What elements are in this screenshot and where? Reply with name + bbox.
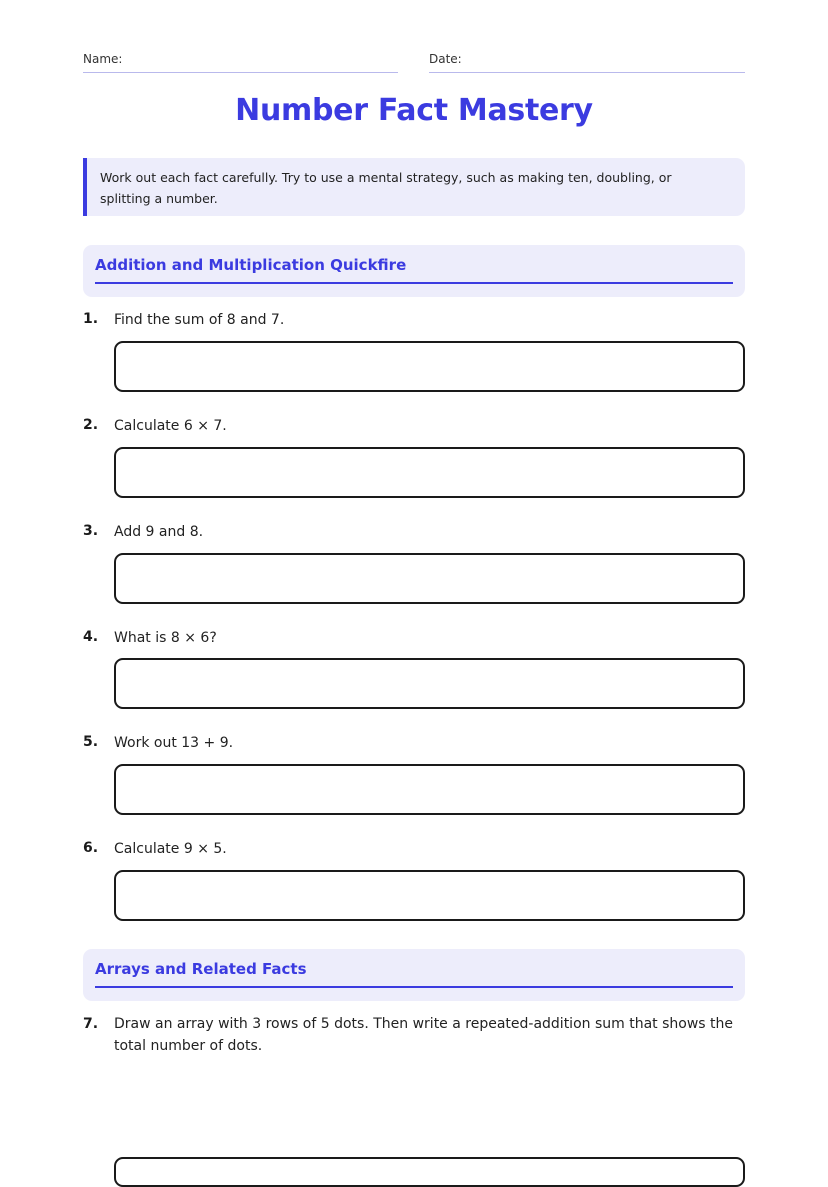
answer-box-7[interactable] [114, 1157, 745, 1187]
answer-box-6[interactable] [114, 870, 745, 921]
answer-box-3[interactable] [114, 553, 745, 604]
question-number: 3. [83, 523, 99, 539]
section-header-arrays [83, 949, 745, 1001]
question-text: What is 8 × 6? [114, 630, 217, 646]
question-text: Calculate 6 × 7. [114, 418, 227, 434]
page-title: Number Fact Mastery [235, 93, 593, 128]
question-text: Add 9 and 8. [114, 524, 204, 540]
answer-box-4[interactable] [114, 658, 745, 709]
question-number: 5. [83, 734, 99, 750]
question-number: 6. [83, 840, 99, 856]
question-text: Find the sum of 8 and 7. [114, 312, 285, 328]
question-text: Draw an array with 3 rows of 5 dots. Then write a repeated-addition sum that shows the total number of dots. [114, 1016, 734, 1054]
instructions-box [83, 158, 745, 216]
instructions-text: Work out each fact carefully. Try to use a mental strategy, such as making ten, doubling, or splitting a number. [100, 170, 672, 206]
answer-box-5[interactable] [114, 764, 745, 815]
question-number: 1. [83, 311, 99, 327]
section-divider [95, 986, 733, 988]
question-number: 2. [83, 417, 99, 433]
section-title: Arrays and Related Facts [95, 960, 307, 978]
question-number: 7. [83, 1016, 99, 1032]
question-text: Calculate 9 × 5. [114, 841, 227, 857]
question-number: 4. [83, 629, 99, 645]
name-label: Name: [83, 52, 123, 66]
question-text: Work out 13 + 9. [114, 735, 234, 751]
date-label: Date: [429, 52, 462, 66]
section-title: Addition and Multiplication Quickfire [95, 256, 407, 274]
section-divider [95, 282, 733, 284]
name-field[interactable] [83, 52, 398, 73]
section-header-addition-multiplication [83, 245, 745, 297]
date-field[interactable] [429, 52, 745, 73]
answer-box-1[interactable] [114, 341, 745, 392]
answer-box-2[interactable] [114, 447, 745, 498]
